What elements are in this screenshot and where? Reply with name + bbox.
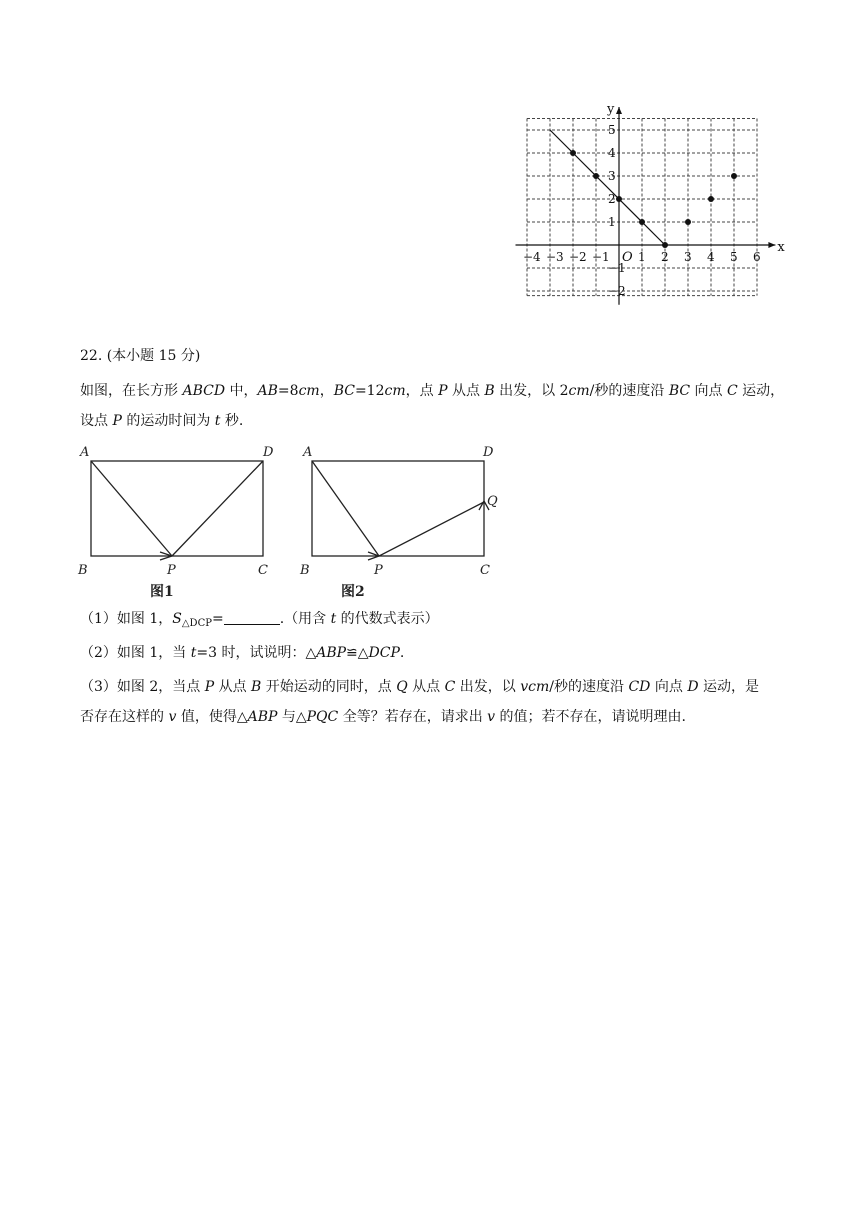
x-tick-label: 3: [684, 250, 692, 264]
plotted-point: [570, 150, 576, 156]
x-axis-label: x: [777, 240, 785, 255]
plotted-point: [662, 242, 668, 248]
x-tick-label: 4: [707, 250, 715, 264]
label-A1: A: [80, 445, 90, 460]
label-D2: D: [483, 445, 494, 460]
sub-question-1: （1）如图 1，$S_{\triangle DCP}=$ .（用含 t 的代数式表示）: [80, 611, 439, 629]
axes: [516, 107, 776, 305]
figure-1-caption: 图1: [150, 584, 174, 600]
label-Q2: Q: [487, 494, 498, 509]
label-C2: C: [480, 563, 490, 578]
x-tick-label: −1: [592, 250, 610, 264]
grid-lines: [527, 119, 757, 296]
plotted-point: [708, 196, 714, 202]
y-tick-label: 2: [608, 192, 616, 206]
answer-blank: [224, 610, 280, 625]
x-tick-label: 1: [638, 250, 646, 264]
label-B1: B: [78, 563, 88, 578]
plotted-point: [593, 173, 599, 179]
sub-question-2: （2）如图 1，当 t=3 时，试说明：△ABP≌△DCP.: [80, 645, 405, 661]
plotted-point: [731, 173, 737, 179]
x-tick-label: 5: [730, 250, 738, 264]
question-intro-line1: 如图，在长方形 ABCD 中，AB=8cm，BC=12cm，点 P 从点 B 出发，以 2cm/秒的速度沿 BC 向点 C 运动，: [80, 383, 785, 399]
label-D1: D: [263, 445, 274, 460]
x-tick-label: 2: [661, 250, 669, 264]
y-tick-label: 3: [608, 169, 616, 183]
label-A2: A: [303, 445, 313, 460]
y-axis-arrow: [616, 107, 622, 114]
y-tick-label: −2: [608, 284, 626, 298]
plotted-point: [616, 196, 622, 202]
plotted-point: [685, 219, 691, 225]
y-tick-label: −1: [608, 261, 626, 275]
x-axis-arrow: [768, 242, 775, 248]
y-axis-label: y: [607, 102, 615, 117]
y-tick-label: 5: [608, 123, 616, 137]
label-B2: B: [300, 563, 310, 578]
rectangle-figures: [74, 440, 514, 606]
x-tick-label: −3: [546, 250, 564, 264]
question-heading: 22. (本小题 15 分): [80, 348, 201, 364]
figure-1: [91, 461, 263, 560]
y-tick-label: 4: [608, 146, 616, 160]
tick-labels: [523, 102, 785, 298]
label-P2: P: [374, 563, 383, 578]
origin-label: O: [622, 250, 633, 265]
plotted-point: [639, 219, 645, 225]
question-intro-line2: 设点 P 的运动时间为 t 秒.: [80, 413, 244, 429]
x-tick-label: −2: [569, 250, 587, 264]
y-tick-label: 1: [608, 215, 616, 229]
label-P1: P: [167, 563, 176, 578]
figure-2: [312, 461, 489, 560]
plotted-points: [550, 130, 737, 248]
label-C1: C: [258, 563, 268, 578]
coordinate-graph: [500, 100, 790, 310]
question-22: [80, 344, 800, 436]
x-tick-label: −4: [523, 250, 541, 264]
sub-question-3: （3）如图 2，当点 P 从点 B 开始运动的同时，点 Q 从点 C 出发，以 vcm/秒的速度沿 CD 向点 D 运动，是 否存在这样的 v 值，使得△ABP 与△PQC 全等？若存在，请求出 v 的值；若不存在，请说明理由.: [80, 679, 759, 725]
figure-2-caption: 图2: [341, 584, 365, 600]
x-tick-label: 6: [753, 250, 761, 264]
